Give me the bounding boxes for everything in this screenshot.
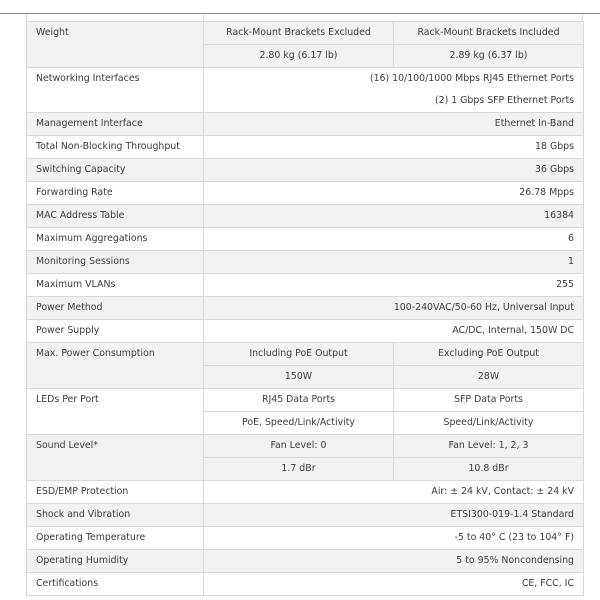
spec-row-power-consumption [27, 343, 584, 366]
spec-label: Power Method [27, 297, 204, 320]
specifications-table [26, 21, 584, 596]
spec-value: 6 [204, 228, 584, 251]
spec-value: 18 Gbps [204, 136, 584, 159]
spec-value: Ethernet In-Band [204, 113, 584, 136]
spec-label: Sound Level* [27, 435, 204, 481]
spec-value-line: (16) 10/100/1000 Mbps RJ45 Ethernet Ports [369, 73, 574, 84]
spec-value: 28W [394, 366, 584, 389]
spec-row [27, 504, 584, 527]
spec-label: Forwarding Rate [27, 182, 204, 205]
spec-label: LEDs Per Port [27, 389, 204, 435]
spec-value: 26.78 Mpps [204, 182, 584, 205]
spec-value: 5 to 95% Noncondensing [204, 550, 584, 573]
spec-value: ETSI300-019-1.4 Standard [204, 504, 584, 527]
spec-value: 255 [204, 274, 584, 297]
spec-row [27, 550, 584, 573]
spec-label: Networking Interfaces [27, 68, 204, 113]
spec-row-networking [27, 68, 584, 113]
spec-value: Air: ± 24 kV, Contact: ± 24 kV [204, 481, 584, 504]
spec-row [27, 251, 584, 274]
spec-row-leds [27, 389, 584, 412]
spec-label: Max. Power Consumption [27, 343, 204, 389]
spec-value: 1 [204, 251, 584, 274]
spec-label: Certifications [27, 573, 204, 596]
spec-label: Monitoring Sessions [27, 251, 204, 274]
spec-label: Switching Capacity [27, 159, 204, 182]
spec-value: -5 to 40° C (23 to 104° F) [204, 527, 584, 550]
spec-label: Power Supply [27, 320, 204, 343]
table-top-continuation [26, 14, 583, 21]
spec-row [27, 113, 584, 136]
spec-value [204, 68, 584, 113]
spec-subheader: SFP Data Ports [394, 389, 584, 412]
spec-value: 16384 [204, 205, 584, 228]
spec-row [27, 136, 584, 159]
spec-value: 36 Gbps [204, 159, 584, 182]
spec-label: Maximum Aggregations [27, 228, 204, 251]
spec-label: Management Interface [27, 113, 204, 136]
spec-value-line: (2) 1 Gbps SFP Ethernet Ports [434, 95, 574, 106]
spec-label: Maximum VLANs [27, 274, 204, 297]
spec-row-weight [27, 22, 584, 45]
spec-value: 10.8 dBr [394, 458, 584, 481]
spec-row [27, 159, 584, 182]
spec-row [27, 228, 584, 251]
spec-value: 150W [204, 366, 394, 389]
spec-label: Total Non-Blocking Throughput [27, 136, 204, 159]
spec-row [27, 481, 584, 504]
spec-subheader: Fan Level: 1, 2, 3 [394, 435, 584, 458]
spec-label: MAC Address Table [27, 205, 204, 228]
spec-subheader: RJ45 Data Ports [204, 389, 394, 412]
spec-row-sound [27, 435, 584, 458]
spec-row [27, 573, 584, 596]
spec-label: Operating Temperature [27, 527, 204, 550]
spec-value: 2.89 kg (6.37 lb) [394, 45, 584, 68]
spec-label: Weight [27, 22, 204, 68]
spec-value: AC/DC, Internal, 150W DC [204, 320, 584, 343]
spec-value: PoE, Speed/Link/Activity [204, 412, 394, 435]
spec-label: Operating Humidity [27, 550, 204, 573]
spec-subheader: Excluding PoE Output [394, 343, 584, 366]
spec-row [27, 182, 584, 205]
spec-subheader: Including PoE Output [204, 343, 394, 366]
spec-row [27, 527, 584, 550]
spec-value: Speed/Link/Activity [394, 412, 584, 435]
spec-subheader: Rack-Mount Brackets Included [394, 22, 584, 45]
spec-value: CE, FCC, IC [204, 573, 584, 596]
spec-value: 100-240VAC/50-60 Hz, Universal Input [204, 297, 584, 320]
spec-label: ESD/EMP Protection [27, 481, 204, 504]
spec-row [27, 205, 584, 228]
spec-row [27, 320, 584, 343]
spec-value: 2.80 kg (6.17 lb) [204, 45, 394, 68]
spec-label: Shock and Vibration [27, 504, 204, 527]
spec-subheader: Rack-Mount Brackets Excluded [204, 22, 394, 45]
spec-value: 1.7 dBr [204, 458, 394, 481]
spec-row [27, 274, 584, 297]
spec-subheader: Fan Level: 0 [204, 435, 394, 458]
spec-row [27, 297, 584, 320]
